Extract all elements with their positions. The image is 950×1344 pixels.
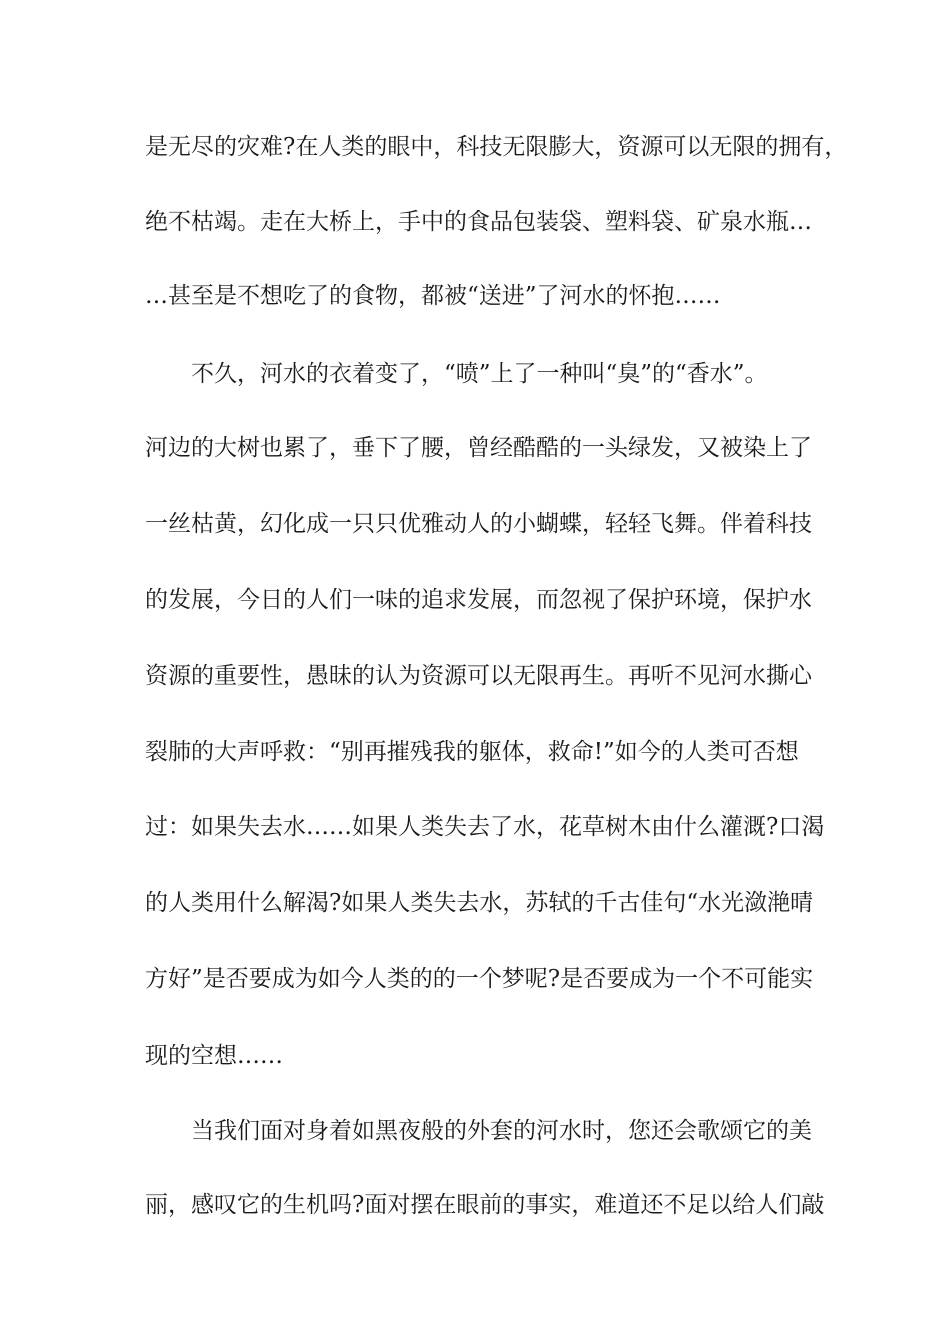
text-line-12: 方好”是否要成为如今人类的的一个梦呢?是否要成为一个不可能实: [145, 966, 814, 992]
paragraph-start-line-14: 当我们面对身着如黑夜般的外套的河水时，您还会歌颂它的美: [191, 1118, 812, 1144]
paragraph-start-line-4: 不久，河水的衣着变了，“喷”上了一种叫“臭”的“香水”。: [191, 361, 768, 387]
text-line-5: 河边的大树也累了，垂下了腰，曾经酷酷的一头绿发，又被染上了: [145, 435, 812, 461]
text-line-6: 一丝枯黄，幻化成一只只优雅动人的小蝴蝶，轻轻飞舞。伴着科技: [145, 511, 812, 537]
text-line-7: 的发展，今日的人们一味的追求发展，而忽视了保护环境，保护水: [145, 587, 812, 613]
text-line-10: 过：如果失去水……如果人类失去了水，花草树木由什么灌溉?口渴: [145, 814, 825, 840]
text-line-13: 现的空想……: [145, 1043, 283, 1069]
text-line-11: 的人类用什么解渴?如果人类失去水，苏轼的千古佳句“水光潋滟晴: [145, 890, 814, 916]
text-line-3: …甚至是不想吃了的食物，都被“送进”了河水的怀抱……: [145, 283, 721, 309]
text-line-8: 资源的重要性，愚昧的认为资源可以无限再生。再听不见河水撕心: [145, 663, 812, 689]
text-line-1: 是无尽的灾难?在人类的眼中，科技无限膨大，资源可以无限的拥有，: [145, 134, 848, 160]
text-line-15: 丽，感叹它的生机吗?面对摆在眼前的事实，难道还不足以给人们敲: [145, 1192, 825, 1218]
text-line-2: 绝不枯竭。走在大桥上，手中的食品包装袋、塑料袋、矿泉水瓶…: [145, 209, 812, 235]
text-line-9: 裂肺的大声呼救：“别再摧残我的躯体，救命!”如今的人类可否想: [145, 739, 799, 765]
